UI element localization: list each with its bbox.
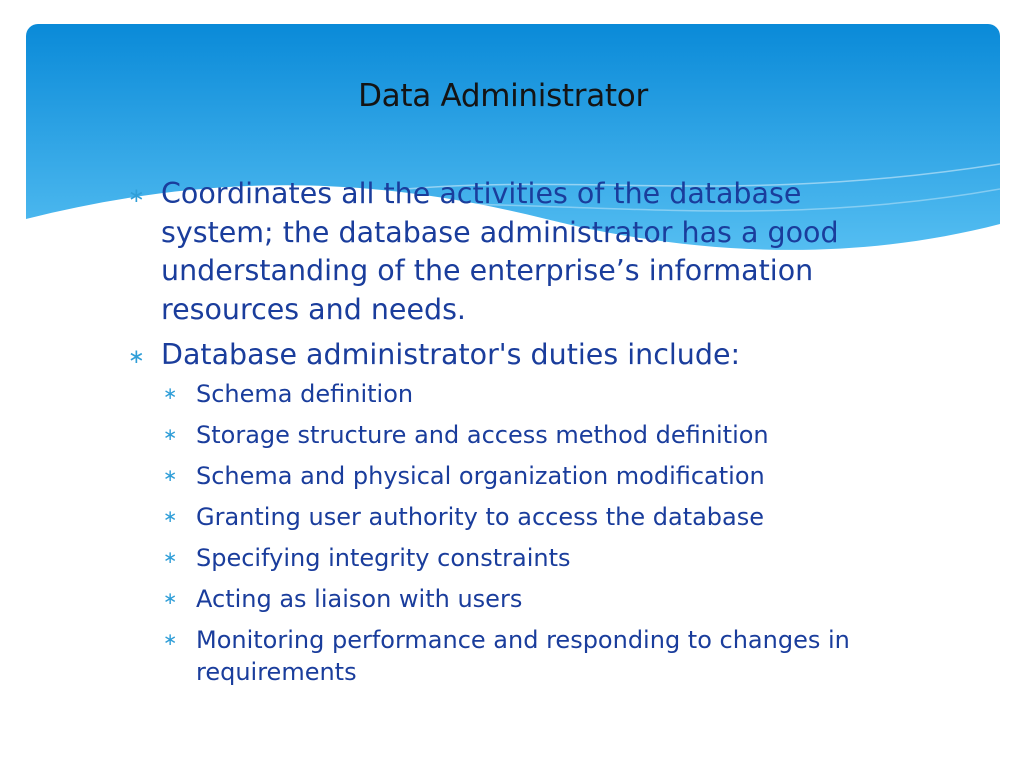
bullet-text: Database administrator's duties include: [161,338,741,371]
bullet-item [128,175,898,329]
asterisk-bullet-icon: ∗ [163,465,178,486]
sub-bullet-text: Acting as liaison with users [196,584,523,613]
bullet-text: Coordinates all the activities of the database system; the database administrator has a good understanding of the enterprise’s information resources and needs. [161,177,839,326]
asterisk-bullet-icon: ∗ [128,344,145,368]
bullet-item [128,336,898,375]
sub-bullet-item [163,419,898,451]
sub-bullet-list [128,378,898,688]
asterisk-bullet-icon: ∗ [163,506,178,527]
asterisk-bullet-icon: ∗ [163,547,178,568]
sub-bullet-item [163,501,898,533]
sub-bullet-text: Granting user authority to access the database [196,502,765,531]
sub-bullet-text: Monitoring performance and responding to changes in requirements [196,625,850,686]
slide-title: Data Administrator [358,78,648,114]
bullet-list [128,175,898,697]
sub-bullet-text: Schema definition [196,379,414,408]
sub-bullet-item [163,378,898,410]
asterisk-bullet-icon: ∗ [128,183,145,207]
sub-bullet-text: Specifying integrity constraints [196,543,571,572]
sub-bullet-item [163,624,898,688]
sub-bullet-item [163,460,898,492]
sub-bullet-text: Storage structure and access method definition [196,420,769,449]
asterisk-bullet-icon: ∗ [163,383,178,404]
asterisk-bullet-icon: ∗ [163,424,178,445]
sub-bullet-item [163,583,898,615]
asterisk-bullet-icon: ∗ [163,588,178,609]
sub-bullet-item [163,542,898,574]
asterisk-bullet-icon: ∗ [163,629,178,650]
sub-bullet-text: Schema and physical organization modification [196,461,765,490]
